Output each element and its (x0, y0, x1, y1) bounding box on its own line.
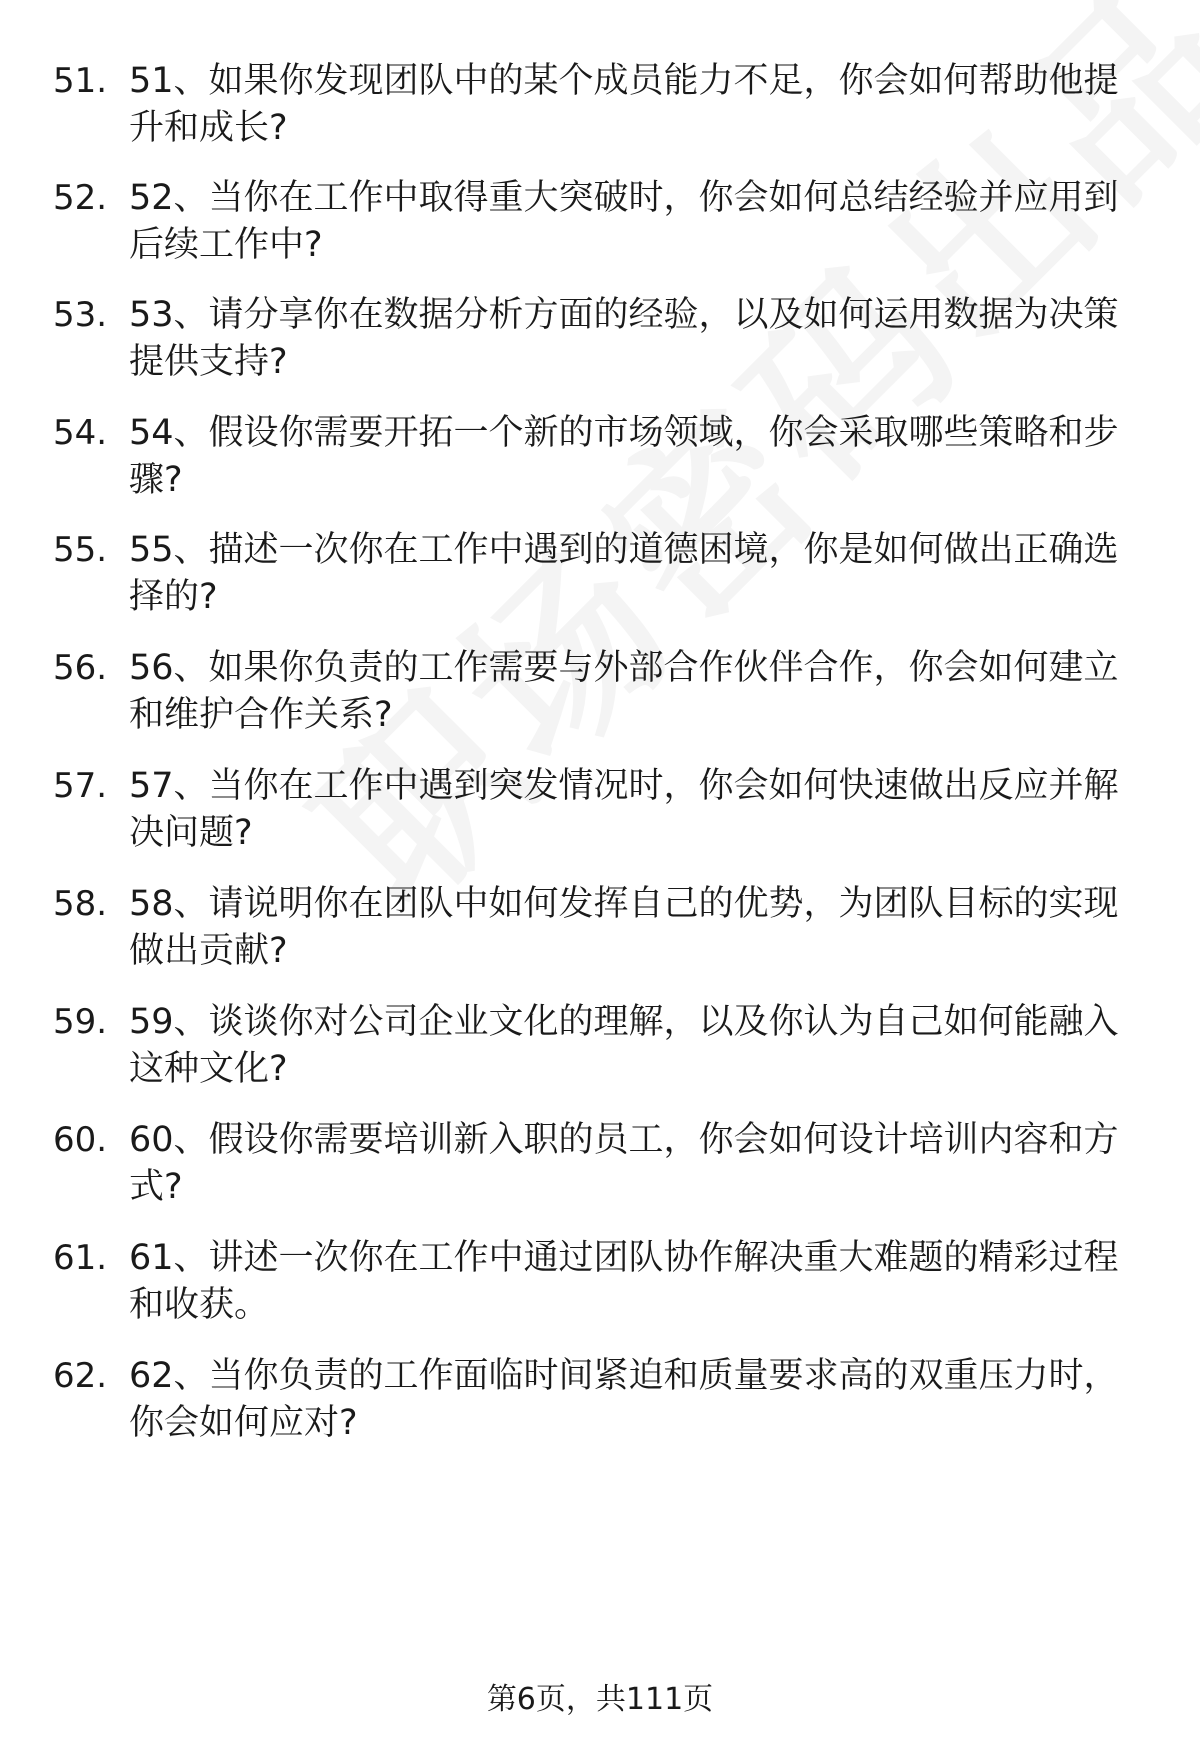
question-text: 58、请说明你在团队中如何发挥自己的优势，为团队目标的实现做出贡献? (129, 884, 1119, 971)
question-number: 57. (53, 766, 108, 806)
question-number: 53. (53, 295, 108, 335)
question-number: 54. (53, 413, 108, 453)
question-text: 60、假设你需要培训新入职的员工，你会如何设计培训内容和方式? (129, 1120, 1119, 1207)
question-text: 51、如果你发现团队中的某个成员能力不足，你会如何帮助他提升和成长? (129, 61, 1119, 148)
question-number: 61. (53, 1238, 108, 1278)
question-number: 59. (53, 1002, 108, 1042)
question-text: 52、当你在工作中取得重大突破时，你会如何总结经验并应用到后续工作中? (129, 178, 1119, 265)
question-text: 62、当你负责的工作面临时间紧迫和质量要求高的双重压力时，你会如何应对? (129, 1356, 1119, 1443)
question-text: 54、假设你需要开拓一个新的市场领域，你会采取哪些策略和步骤? (129, 413, 1119, 500)
question-text: 55、描述一次你在工作中遇到的道德困境，你是如何做出正确选择的? (129, 530, 1119, 617)
question-text: 61、讲述一次你在工作中通过团队协作解决重大难题的精彩过程和收获。 (129, 1238, 1119, 1325)
question-number: 55. (53, 530, 108, 570)
question-number: 56. (53, 648, 108, 688)
page-footer: 第6页，共111页 (486, 1682, 714, 1717)
question-number: 52. (53, 178, 108, 218)
question-number: 58. (53, 884, 108, 924)
question-number: 60. (53, 1120, 108, 1160)
question-number: 62. (53, 1356, 108, 1396)
question-text: 53、请分享你在数据分析方面的经验，以及如何运用数据为决策提供支持? (129, 295, 1119, 382)
question-number: 51. (53, 61, 108, 101)
question-text: 57、当你在工作中遇到突发情况时，你会如何快速做出反应并解决问题? (129, 766, 1119, 853)
question-text: 59、谈谈你对公司企业文化的理解，以及你认为自己如何能融入这种文化? (129, 1002, 1119, 1089)
question-text: 56、如果你负责的工作需要与外部合作伙伴合作，你会如何建立和维护合作关系? (129, 648, 1119, 735)
